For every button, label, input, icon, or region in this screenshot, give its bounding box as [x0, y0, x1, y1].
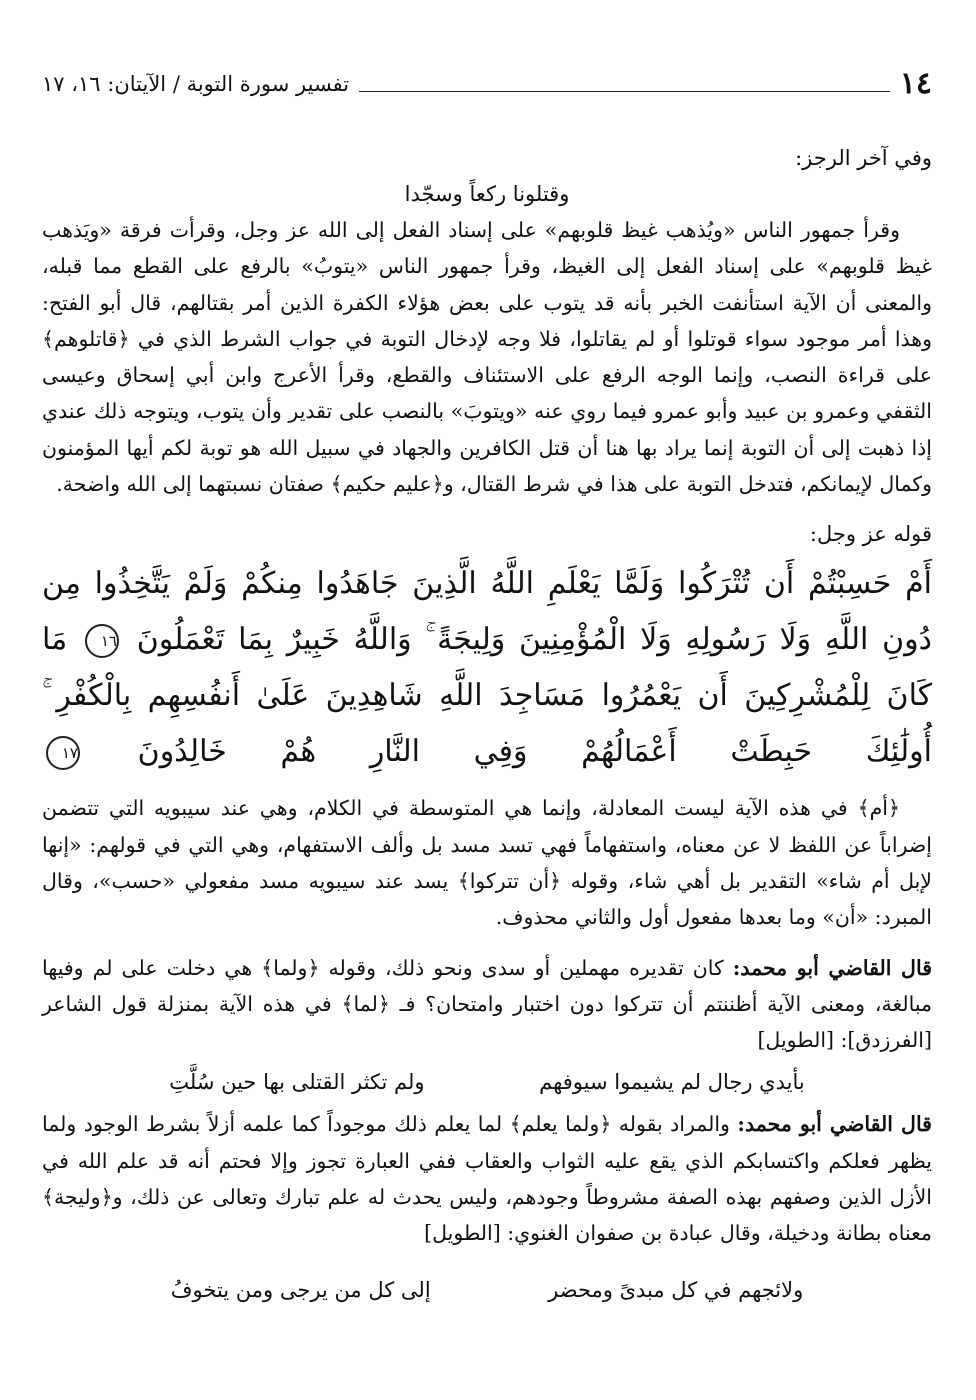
running-header: [42, 66, 932, 101]
rajaz-verse: وقتلونا ركعاً وسجّدا: [404, 182, 570, 206]
qawluhu-line: قوله عز وجل:: [809, 522, 932, 547]
quran-ayah-17: مَا كَانَ لِلْمُشْرِكِينَ أَن يَعْمُرُوا مَسَاجِدَ اللَّهِ شَاهِدِينَ عَلَىٰ أَنفُسِهِم بِالْكُفْرِ ۚ أُولَٰئِكَ حَبِطَتْ أَعْمَالُهُمْ وَفِي النَّارِ هُمْ خَالِدُونَ: [42, 622, 933, 770]
verse-second-hemistich: ولم تكثر القتلى بها حين سُلَّتِ: [169, 1070, 425, 1095]
verse2-first-hemistich: ولائجهم في كل مبدىً ومحضر: [548, 1277, 804, 1302]
header-rule: [359, 91, 890, 92]
paragraph-qadi-2: [42, 1106, 932, 1251]
poem-verse-farazdaq: [42, 1058, 932, 1106]
qadi-label-2: قال القاضي أبو محمد:: [737, 1112, 932, 1137]
ayah-number-16: ١٦: [85, 624, 119, 658]
verse2-second-hemistich: إلى كل من يرجى ومن يتخوفُ: [170, 1277, 431, 1302]
qadi-text: كان تقديره مهملين أو سدى ونحو ذلك، وقوله ﴿ولما﴾ هي دخلت على لم وفيها مبالغة، ومعنى الآية أظننتم أن تتركوا دون اختبار وامتحان؟ فـ ﴿لما﴾ في هذه الآية بمنزلة قول الشاعر [الفرزدق]: [الطويل]: [42, 955, 932, 1053]
quran-text: [42, 556, 932, 780]
qadi-label: قال القاضي أبو محمد:: [732, 955, 933, 980]
verse-first-hemistich: بأيدي رجال لم يشيموا سيوفهم: [539, 1070, 805, 1095]
qadi-text-2: والمراد بقوله ﴿ولما يعلم﴾ لما يعلم ذلك موجوداً كما علمه أزلاً بشرط الوجود ولما يظهر فعلكم واكتسابكم الذي يقع عليه الثواب والعقاب ففي العبارة تجوز وإلا فحتم أنه قد علم الله في الأزل الذين وصفهم بهذه الصفة مشروطاً وجودهم، وليس يحدث له علم تبارك وتعالى عن ذلك، و﴿وليجة﴾ معناه بطانة ودخيلة، وقال عبادة بن صفوان الغنوي: [الطويل]: [42, 1112, 932, 1246]
page-number: ١٤: [899, 66, 932, 101]
quran-ayah-16: أَمْ حَسِبْتُمْ أَن تُتْرَكُوا وَلَمَّا يَعْلَمِ اللَّهُ الَّذِينَ جَاهَدُوا مِنكُمْ وَلَمْ يَتَّخِذُوا مِن دُونِ اللَّهِ وَلَا رَسُولِهِ وَلَا الْمُؤْمِنِينَ وَلِيجَةً ۚ وَاللَّهُ خَبِيرٌ بِمَا تَعْمَلُونَ: [42, 566, 933, 658]
ayah-number-17: ١٧: [46, 736, 80, 770]
paragraph-qiraat: وقرأ جمهور الناس «ويُذهب غيظ قلوبهم» على إسناد الفعل إلى الله عز وجل، وقرأت فرقة «ويَذهب غيظ قلوبهم» على إسناد الفعل إلى الغيظ، وقرأ جمهور الناس «يتوبُ» بالرفع على القطع مما قبله، والمعنى أن الآية استأنفت الخبر بأنه قد يتوب على بعض هؤلاء الكفرة الذين أمر بقتالهم، قال أبو الفتح: وهذا أمر موجود سواء قوتلوا أو لم يقاتلوا، فلا وجه لإدخال التوبة في جواب الشرط الذي في ﴿قاتلوهم﴾ على قراءة النصب، وإنما الوجه الرفع على الاستئناف والقطع، وقرأ الأعرج وابن أبي إسحاق وعيسى الثقفي وعمرو بن عبيد وأبو عمرو فيما روي عنه «ويتوبَ» بالنصب على تقدير وأن يتوب، ويتوجه ذلك عندي إذا ذهبت إلى أن التوبة إنما يراد بها هنا أن قتل الكافرين والجهاد في سبيل الله هو توبة لكم أيها المؤمنون وكمال لإيمانكم، فتدخل التوبة على هذا في شرط القتال، و﴿عليم حكيم﴾ صفتان نسبتهما إلى الله واضحة.: [42, 218, 932, 497]
intro-line: وفي آخر الرجز:: [795, 146, 932, 170]
paragraph-qadi-1: [42, 950, 932, 1059]
poem-verse-ghanawi: [42, 1266, 932, 1314]
header-title: تفسير سورة التوبة / الآيتان: ١٦، ١٧: [42, 72, 350, 96]
paragraph-am: ﴿أم﴾ في هذه الآية ليست المعادلة، وإنما هي المتوسطة في الكلام، وهي عند سيبويه التي تتضمن إضراباً عن اللفظ لا عن معناه، واستفهاماً فهي تسد مسد بل وألف الاستفهام، وهي التي في قولهم: «إنها لإبل أم شاء» التقدير بل أهي شاء، وقوله ﴿أن تتركوا﴾ يسد عند سيبويه مسد مفعولي «حسب»، وقال المبرد: «أن» وما بعدها مفعول أول والثاني محذوف.: [42, 796, 932, 930]
